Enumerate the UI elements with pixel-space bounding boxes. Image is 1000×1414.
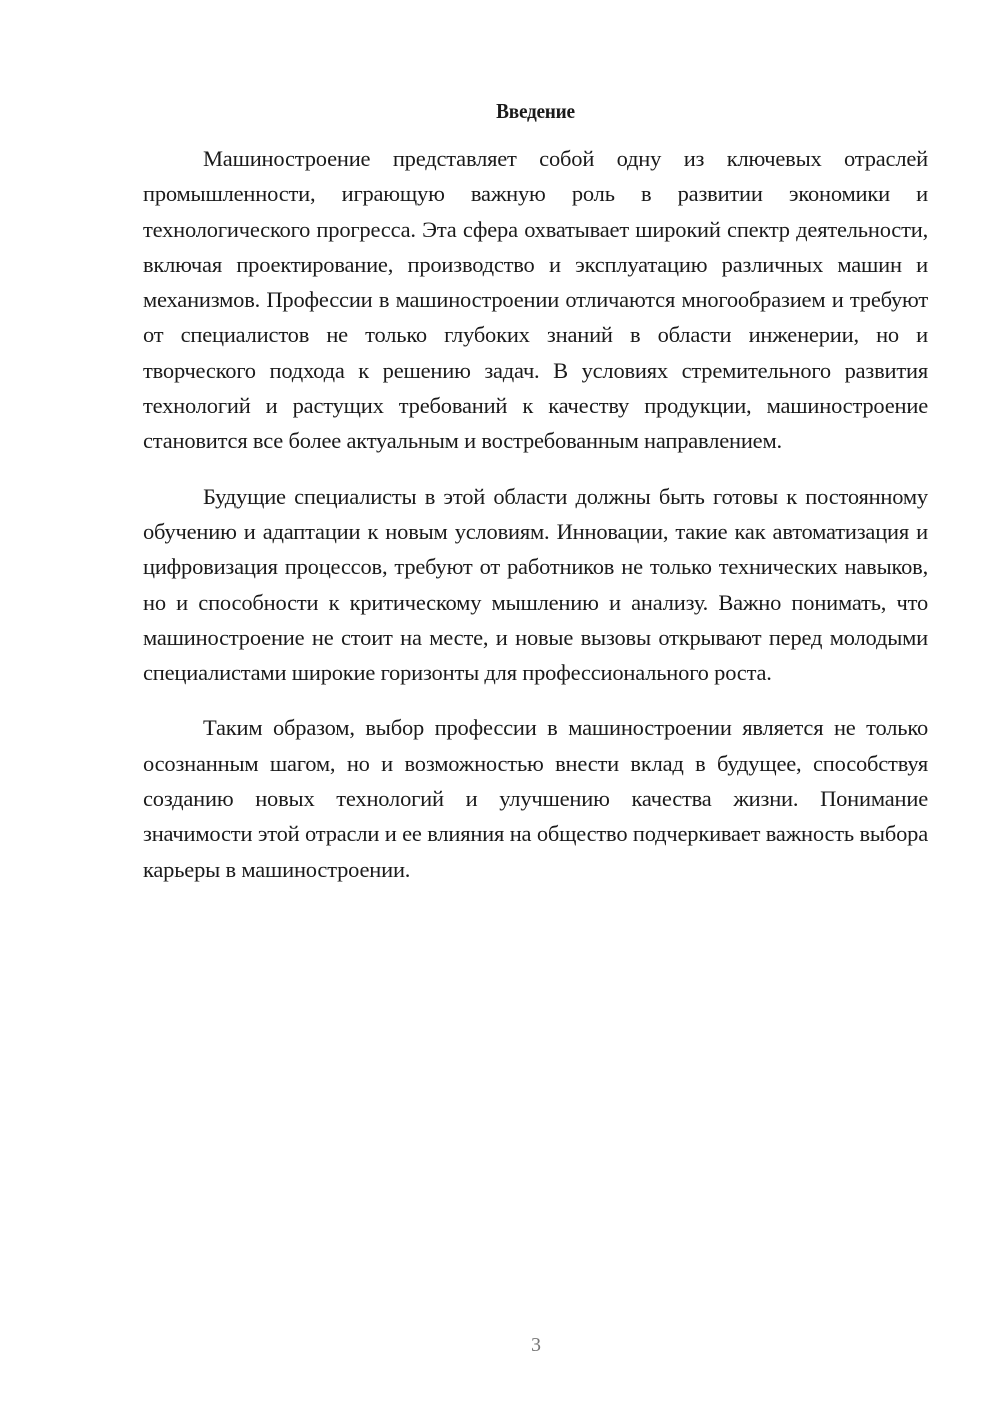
section-title: Введение: [496, 99, 575, 123]
page-number: 3: [531, 1334, 541, 1356]
paragraph-3: Таким образом, выбор профессии в машиностроении является не только осознанным шагом, но и возможностью внести вклад в будущее, способствуя созданию новых технологий и улучшению качества жизни. Понимание значимости этой отрасли и ее влияния на общество подчеркивает важность выбора карьеры в машиностроении.: [143, 715, 928, 882]
document-page: [143, 96, 928, 907]
paragraph-1: Машиностроение представляет собой одну из ключевых отраслей промышленности, играющую важную роль в развитии экономики и технологического прогресса. Эта сфера охватывает широкий спектр деятельности, включая проектирование, производство и эксплуатацию различных машин и механизмов. Профессии в машиностроении отличаются многообразием и требуют от специалистов не только глубоких знаний в области инженерии, но и творческого подхода к решению задач. В условиях стремительного развития технологий и растущих требований к качеству продукции, машиностроение становится все более актуальным и востребованным направлением.: [143, 146, 928, 454]
paragraph-2: Будущие специалисты в этой области должны быть готовы к постоянному обучению и адаптации к новым условиям. Инновации, такие как автоматизация и цифровизация процессов, требуют от работников не только технических навыков, но и способности к критическому мышлению и анализу. Важно понимать, что машиностроение не стоит на месте, и новые вызовы открывают перед молодыми специалистами широкие горизонты для профессионального роста.: [143, 483, 928, 686]
